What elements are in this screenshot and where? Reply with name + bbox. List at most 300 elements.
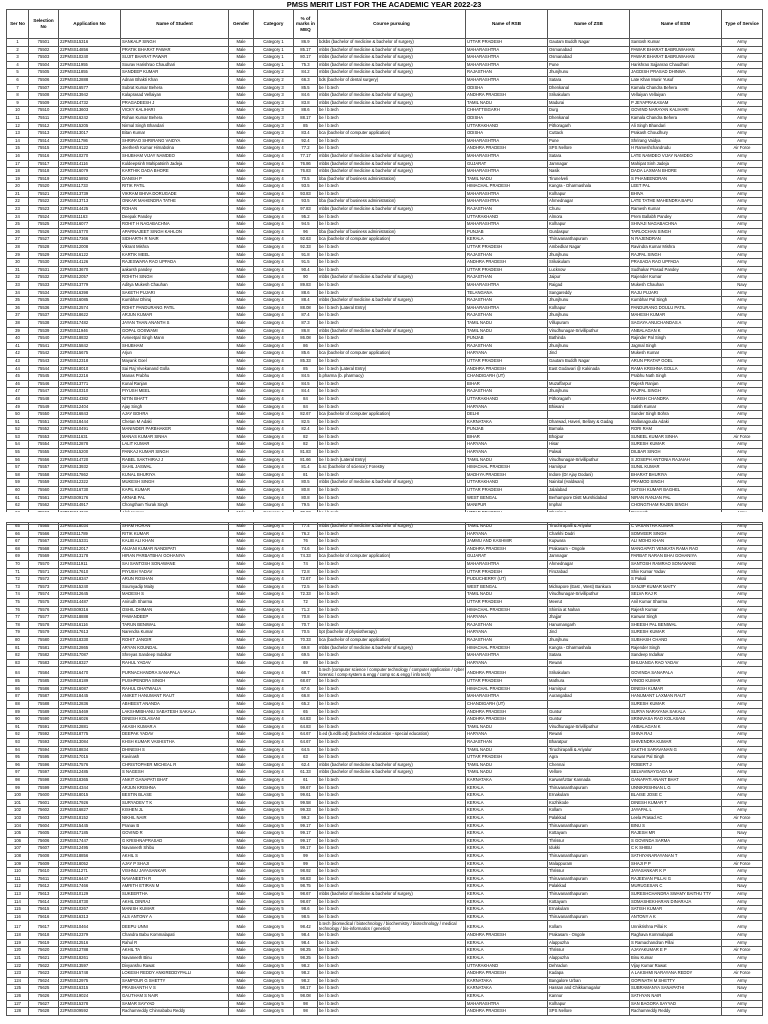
table-cell: 31 <box>7 266 29 274</box>
table-cell: Kadapa <box>548 970 630 978</box>
table-cell: Category 5 <box>254 799 294 807</box>
table-cell: Category 5 <box>254 814 294 822</box>
table-cell: PRAMOD SINGH <box>630 479 722 487</box>
table-cell: Gautam Buddh Nagar <box>548 357 630 365</box>
table-cell: b.ed (b.ed/b.ed) (bachelor of education - special education) <box>318 731 466 739</box>
table-cell: Male <box>229 553 254 561</box>
table-cell: be / b.tech <box>318 955 466 963</box>
table-cell: Male <box>229 61 254 69</box>
table-cell: 75619 <box>29 939 59 947</box>
table-cell: 75547 <box>29 388 59 396</box>
table-cell: 4 <box>7 61 29 69</box>
table-cell: DADA LAXMAN BHORE <box>630 168 722 176</box>
table-row <box>7 754 763 762</box>
table-cell: Mahipat Sinh Jadeja <box>630 160 722 168</box>
table-cell: 75528 <box>29 244 59 252</box>
table-cell: UTTAR PRADESH <box>466 244 548 252</box>
table-cell: Army <box>722 591 763 599</box>
table-row <box>7 282 763 290</box>
table-cell: TAMIL NADU <box>466 175 548 183</box>
table-cell: RAJASTHAN <box>466 297 548 305</box>
table-cell: 75609 <box>29 860 59 868</box>
table-cell: Thrissur <box>548 947 630 955</box>
table-cell: RITIK KUMAR <box>121 530 229 538</box>
table-cell: Ahmednagar <box>548 198 630 206</box>
table-cell: 84.4 <box>294 388 318 396</box>
table-cell: Army <box>722 494 763 502</box>
table-cell: Category 4 <box>254 621 294 629</box>
table-cell: Army <box>722 99 763 107</box>
table-cell: MUKESH SINGH <box>121 479 229 487</box>
table-cell: 22PMSS18261 <box>59 955 121 963</box>
table-cell: Narendra Kumar <box>121 629 229 637</box>
table-cell: SUBHASH CHAND <box>630 636 722 644</box>
table-cell: 99.17 <box>294 822 318 830</box>
table-cell: HIMACHAL PRADESH <box>466 183 548 191</box>
table-cell: SPS Nellore <box>548 1008 630 1016</box>
table-cell: Villupuram <box>548 319 630 327</box>
table-cell: Army <box>722 792 763 800</box>
table-cell: Prabhu Nath Singh <box>630 373 722 381</box>
table-cell: Soumyadip Maity <box>121 583 229 591</box>
table-cell: Category 5 <box>254 890 294 898</box>
table-cell: 113 <box>7 890 29 898</box>
table-cell: DINESH KUMAR T <box>630 799 722 807</box>
table-cell: Palwal <box>548 449 630 457</box>
table-cell: Male <box>229 977 254 985</box>
table-cell: be / b.tech <box>318 970 466 978</box>
table-cell: 75511 <box>29 114 59 122</box>
table-cell: be / b.tech <box>318 716 466 724</box>
table-cell: Mallanagouda Adaki <box>630 418 722 426</box>
table-row <box>7 380 763 388</box>
table-cell: Male <box>229 955 254 963</box>
table-cell: 84.5 <box>294 380 318 388</box>
table-cell: 22PMSS16079 <box>59 168 121 176</box>
table-cell: 75579 <box>29 629 59 637</box>
table-cell: Category 4 <box>254 576 294 584</box>
table-cell: 93.5 <box>294 198 318 206</box>
table-cell: 75594 <box>29 746 59 754</box>
table-cell: Kolhapur <box>548 221 630 229</box>
table-cell: Male <box>229 319 254 327</box>
table-row <box>7 183 763 191</box>
table-cell: Male <box>229 568 254 576</box>
table-cell: 58 <box>7 471 29 479</box>
table-cell: Army <box>722 890 763 898</box>
table-cell: Thiruvananthapuram <box>548 890 630 898</box>
table-cell: b.tech (computer science / computer technology / computer application / cyber forensic / comp system & engg / comp sc & engg / info tech) <box>319 667 465 678</box>
table-cell: 98 <box>294 1008 318 1016</box>
table-cell: be / b.tech <box>318 221 466 229</box>
table-row <box>7 1000 763 1008</box>
table-cell: PARBAT NARAN BHAI GOHANIYA <box>630 553 722 561</box>
table-row <box>7 659 763 667</box>
table-cell: Male <box>229 282 254 290</box>
table-cell: Ajay Singh <box>121 403 229 411</box>
table-cell: 110 <box>7 868 29 876</box>
table-cell: Charkhi Dadri <box>548 530 630 538</box>
table-row <box>7 636 763 644</box>
table-cell: Imphal <box>548 502 630 510</box>
table-cell: 67 <box>7 538 29 546</box>
table-cell: ANDHRA PRADESH <box>466 932 548 940</box>
table-cell: CHRISTOPHER MICHEAL R <box>121 761 229 769</box>
table-cell: 97.83 <box>294 206 318 214</box>
table-cell: mbbs (bachelor of medicine & bachelor of surgery) <box>318 92 466 100</box>
table-cell: be / b.tech (Lateral Entry) <box>318 456 466 464</box>
table-cell: Army <box>722 175 763 183</box>
table-cell: Kavinash <box>121 754 229 762</box>
table-cell: Kollam <box>548 807 630 815</box>
table-cell: HARYANA <box>466 614 548 622</box>
table-cell: 22PMSS17015 <box>59 754 121 762</box>
table-cell: SOMASHEKHARAN DINARAJA <box>630 898 722 906</box>
table-cell: be / b.tech <box>318 266 466 274</box>
table-cell: ANDHRA PRADESH <box>466 365 548 373</box>
table-cell: UTTAR PRADESH <box>466 39 548 47</box>
table-cell: Thiruvananthapuram <box>548 913 630 921</box>
table-cell: Category 4 <box>254 502 294 510</box>
table-cell: 22PMSS12574 <box>59 304 121 312</box>
table-cell: Category 3 <box>254 107 294 115</box>
table-cell: 75561 <box>29 494 59 502</box>
table-cell: be / b.tech <box>318 502 466 510</box>
table-cell: Category 4 <box>254 471 294 479</box>
table-cell: 22PMSS12495 <box>59 845 121 853</box>
table-cell: 85.5 <box>294 84 318 92</box>
table-cell: 22PMSS12017 <box>59 545 121 553</box>
table-cell: Prem Ballabh Pandey <box>630 213 722 221</box>
table-cell: Kottayam <box>548 830 630 838</box>
table-cell: 77 <box>7 614 29 622</box>
table-cell: LATE NAMDEO VIJAY NAMDEO <box>630 152 722 160</box>
table-cell: SANDEEP KUMAR <box>121 69 229 77</box>
table-cell: 96 <box>7 761 29 769</box>
table-cell: Category 5 <box>254 932 294 940</box>
table-cell: 22PMSS13603 <box>59 107 121 115</box>
table-row <box>7 312 763 320</box>
table-row <box>7 553 763 561</box>
table-cell: Indore (Dr Ajay Dodani) <box>548 471 630 479</box>
table-cell: Category 4 <box>254 494 294 502</box>
table-cell: 99.17 <box>294 845 318 853</box>
table-cell: Army <box>722 335 763 343</box>
table-cell: Kottayam <box>548 898 630 906</box>
table-cell: 75577 <box>29 614 59 622</box>
table-row <box>7 716 763 724</box>
table-row <box>7 890 763 898</box>
table-cell: Category 4 <box>254 591 294 599</box>
table-cell: 66.8 <box>294 693 318 701</box>
table-cell: 75502 <box>29 46 59 54</box>
table-cell: RAJPAL SINGH <box>630 251 722 259</box>
table-cell: be / b.tech <box>318 652 466 660</box>
table-cell: Army <box>722 380 763 388</box>
table-cell: RAJASTHAN <box>466 342 548 350</box>
table-cell: H Rameshchandrudu <box>630 145 722 153</box>
table-cell: 22PMSS10129 <box>59 890 121 898</box>
table-cell: GUJARAT <box>466 553 548 561</box>
table-cell: 56 <box>7 456 29 464</box>
table-cell: ANTONY A K <box>630 913 722 921</box>
table-cell: 22PMSS16730 <box>59 487 121 495</box>
table-cell: DINESH KOLASANI <box>121 716 229 724</box>
table-cell: be / b.tech <box>318 183 466 191</box>
table-cell: Category 3 <box>254 92 294 100</box>
table-row <box>7 449 763 457</box>
table-cell: Male <box>229 137 254 145</box>
table-row <box>7 568 763 576</box>
table-cell: Thrissur <box>548 837 630 845</box>
table-cell: Male <box>229 130 254 138</box>
table-cell: KERALA <box>466 807 548 815</box>
table-cell: ANBALAGAN K <box>630 723 722 731</box>
table-row <box>7 606 763 614</box>
table-cell: 22PMSS17613 <box>59 629 121 637</box>
table-cell: 117 <box>7 921 29 932</box>
table-cell: ANDHRA PRADESH <box>466 92 548 100</box>
table-cell: 22PMSS12322 <box>59 479 121 487</box>
table-cell: Kannur <box>548 993 630 1001</box>
table-row <box>7 837 763 845</box>
table-cell: 75513 <box>29 130 59 138</box>
table-cell: PAWAR BHARAT BABRUWAHAN <box>630 46 722 54</box>
table-cell: 99.17 <box>294 830 318 838</box>
table-cell: 75549 <box>29 403 59 411</box>
document-title: PMSS MERIT LIST FOR THE ACADEMIC YEAR 2022-23 <box>286 0 482 9</box>
table-cell: 33 <box>7 282 29 290</box>
table-cell: Male <box>229 716 254 724</box>
table-cell: 28 <box>7 244 29 252</box>
table-cell: 22PMSS16242 <box>59 114 121 122</box>
table-cell: SURESH KUMAR <box>630 701 722 709</box>
table-cell: 22PMSS14720 <box>59 456 121 464</box>
table-cell: Category 4 <box>254 251 294 259</box>
table-cell: Rachamreddy Chinnababu Reddy <box>121 1008 229 1016</box>
table-row <box>7 962 763 970</box>
table-cell: 74 <box>294 560 318 568</box>
table-cell: ROHAN <box>121 206 229 214</box>
table-cell: RAJASTHAN <box>466 312 548 320</box>
table-cell: Aditya Mukesh Chauhan <box>121 282 229 290</box>
table-cell: Adnan Bhakti Khan <box>121 76 229 84</box>
table-cell: Army <box>722 190 763 198</box>
table-cell: SELVA RAJ R <box>630 591 722 599</box>
table-cell: Kuldeepsinh Mahipatsinh Jadeja <box>121 160 229 168</box>
table-cell: Male <box>229 746 254 754</box>
table-cell: 104 <box>7 822 29 830</box>
table-cell: Army <box>722 114 763 122</box>
table-cell: Category 5 <box>254 906 294 914</box>
table-cell: Male <box>229 289 254 297</box>
table-cell: Category 5 <box>254 1008 294 1016</box>
table-cell: 22PMSS12318 <box>59 357 121 365</box>
table-cell: 98.6 <box>294 906 318 914</box>
table-cell: 82 <box>294 441 318 449</box>
column-header: Name of ZSB <box>548 10 630 39</box>
table-row <box>7 723 763 731</box>
table-cell: Bhojpur <box>548 433 630 441</box>
table-cell: Virudhunagar-Srivilliputhur <box>548 591 630 599</box>
table-cell: Army <box>722 701 763 709</box>
table-cell: SUNIL KUMAR <box>630 464 722 472</box>
table-cell: 127 <box>7 1000 29 1008</box>
table-cell: be / b.tech <box>318 441 466 449</box>
table-cell: ANBALAGAN K <box>630 327 722 335</box>
table-cell: Bharatpur <box>548 739 630 747</box>
table-cell: NIKHIL NAIR <box>121 814 229 822</box>
table-cell: 69.5 <box>294 652 318 660</box>
table-row <box>7 614 763 622</box>
table-cell: Army <box>722 403 763 411</box>
table-cell: MAHARASHTRA <box>466 560 548 568</box>
table-cell: 65.2 <box>294 701 318 709</box>
table-cell: mbbs (bachelor of medicine & bachelor of surgery) <box>318 769 466 777</box>
table-cell: Army <box>722 629 763 637</box>
table-cell: 22PMSS13597 <box>59 962 121 970</box>
table-cell: 116 <box>7 913 29 921</box>
table-row <box>7 441 763 449</box>
table-cell: Category 4 <box>254 769 294 777</box>
table-cell: 22PMSS16843 <box>59 411 121 419</box>
table-cell: be / b.tech <box>318 190 466 198</box>
table-cell: mbbs (bachelor of medicine & bachelor of surgery) <box>318 61 466 69</box>
table-cell: Army <box>722 350 763 358</box>
table-row <box>7 297 763 305</box>
table-cell: ROHIT JANGIR <box>121 636 229 644</box>
table-cell: S Ramachandran Pillai <box>630 939 722 947</box>
table-cell: KARTHIK DADA BHORE <box>121 168 229 176</box>
table-cell: mbbs (bachelor of medicine & bachelor of surgery) <box>318 479 466 487</box>
table-cell: 22PMSS12057 <box>59 274 121 282</box>
table-cell: Army <box>722 538 763 546</box>
table-cell: Army <box>722 54 763 62</box>
table-cell: Pune <box>548 61 630 69</box>
table-cell: Category 4 <box>254 678 294 686</box>
table-cell: S Pakali <box>630 576 722 584</box>
table-row <box>7 591 763 599</box>
table-cell: Kumbhar Pal Singh <box>630 297 722 305</box>
table-cell: Male <box>229 932 254 940</box>
table-cell: 22PMSS12485 <box>59 769 121 777</box>
table-cell: Male <box>229 92 254 100</box>
table-cell: SHUBHAM VIJAY NAMDEO <box>121 152 229 160</box>
table-cell: 75565 <box>29 523 59 531</box>
table-cell: Category 4 <box>254 560 294 568</box>
table-cell: Army <box>722 418 763 426</box>
table-cell: Male <box>229 723 254 731</box>
table-cell: be / b.tech <box>318 289 466 297</box>
table-cell: SHAJI P P <box>630 860 722 868</box>
table-cell: Army <box>722 898 763 906</box>
table-cell: Category 4 <box>254 319 294 327</box>
table-cell: 70 <box>7 560 29 568</box>
table-cell: 49 <box>7 403 29 411</box>
table-cell: Army <box>722 487 763 495</box>
table-cell: Pranav B <box>121 822 229 830</box>
table-cell: Army <box>722 993 763 1001</box>
table-cell: RAJASTHAN <box>466 739 548 747</box>
table-cell: 22PMSS12878 <box>59 441 121 449</box>
table-cell: 43 <box>7 357 29 365</box>
table-row <box>7 403 763 411</box>
table-cell: 22PMSS16398 <box>59 289 121 297</box>
table-cell: ODISHA <box>466 84 548 92</box>
table-cell: 75506 <box>29 76 59 84</box>
table-row <box>7 236 763 244</box>
table-cell: be / b.tech <box>318 678 466 686</box>
table-cell: KERALA <box>466 784 548 792</box>
table-cell: SAGAYA ANUCHANDAS A <box>630 319 722 327</box>
table-cell: 93 <box>7 739 29 747</box>
table-cell: 69 <box>294 659 318 667</box>
table-cell: 22PMSS12975 <box>59 977 121 985</box>
table-row <box>7 471 763 479</box>
table-cell: Osmanabad <box>548 54 630 62</box>
table-row <box>7 327 763 335</box>
table-cell: 75611 <box>29 875 59 883</box>
table-cell: SUKEERTHA <box>121 890 229 898</box>
table-cell: PIYUSH MEEL <box>121 388 229 396</box>
table-cell: SAMPOUR G SHETTY <box>121 977 229 985</box>
table-cell: SIDHARTH R NAIR <box>121 236 229 244</box>
table-cell: Army <box>722 921 763 932</box>
table-cell: RAJASTHAN <box>466 274 548 282</box>
table-cell: Category 3 <box>254 84 294 92</box>
table-cell: 75617 <box>29 921 59 932</box>
table-cell: Male <box>229 335 254 343</box>
table-cell: 15 <box>7 145 29 153</box>
table-cell: 88.6 <box>294 289 318 297</box>
table-cell: 83 <box>7 659 29 667</box>
table-cell: MAHARASHTRA <box>466 282 548 290</box>
table-cell: Kolhapur <box>548 1000 630 1008</box>
table-cell: 70.33 <box>294 636 318 644</box>
table-cell: Category 4 <box>254 160 294 168</box>
table-cell: 75616 <box>29 913 59 921</box>
table-cell: bdsbs (bachelor of medicine & bachelor of surgery) <box>318 39 466 47</box>
table-row <box>7 479 763 487</box>
table-cell: 22PMSS10270 <box>59 152 121 160</box>
table-cell: Thiruvananthapuram <box>548 852 630 860</box>
table-cell: KARNATAKA <box>466 418 548 426</box>
table-cell: Male <box>229 274 254 282</box>
table-cell: 75601 <box>29 799 59 807</box>
table-cell: mbbs (bachelor of medicine & bachelor of surgery) <box>318 206 466 214</box>
table-cell: DEEPU UNNI <box>121 921 229 932</box>
table-cell: Nainital (Haldwani) <box>548 479 630 487</box>
table-cell: Army <box>722 939 763 947</box>
table-cell: Male <box>229 418 254 426</box>
table-cell: Male <box>229 373 254 381</box>
table-cell: be / b.tech <box>318 807 466 815</box>
table-cell: JAYAN THAN ANANTH S <box>121 319 229 327</box>
table-cell: Rewari <box>548 659 630 667</box>
table-cell: Male <box>229 754 254 762</box>
table-cell: Category 4 <box>254 545 294 553</box>
table-cell: 64.67 <box>294 731 318 739</box>
table-cell: 114 <box>7 898 29 906</box>
table-cell: 75527 <box>29 236 59 244</box>
table-cell: LOKESH REDDY ANKIREDDYPALLI <box>121 970 229 978</box>
table-cell: Category 5 <box>254 875 294 883</box>
table-cell: 45 <box>7 373 29 381</box>
table-cell: Male <box>229 107 254 115</box>
table-cell: 22PMSS15675 <box>59 350 121 358</box>
table-cell: SELVAVINAYGAGA M <box>630 769 722 777</box>
table-cell: be / b.tech <box>318 560 466 568</box>
